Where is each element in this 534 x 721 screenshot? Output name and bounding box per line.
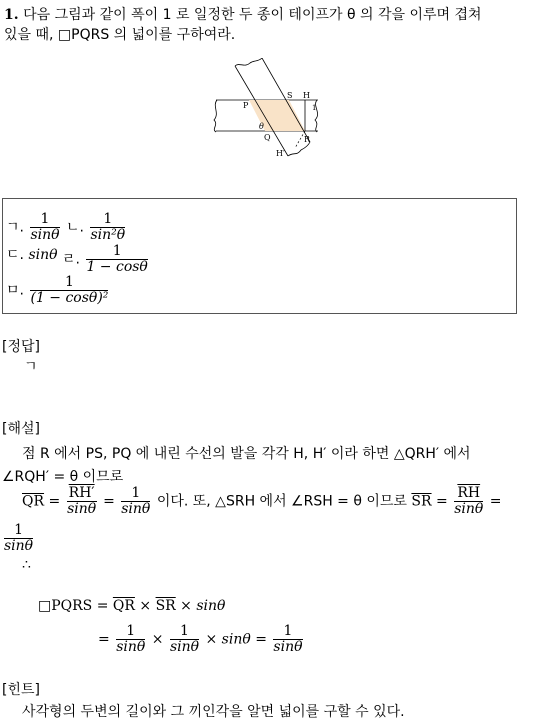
- therefore-symbol: ∴: [22, 557, 31, 573]
- choice-3: ㄷ. sinθ: [6, 247, 58, 263]
- label-theta: θ: [259, 122, 264, 131]
- label-r: R: [304, 135, 311, 144]
- tape-left-wavy-edge: [214, 100, 217, 132]
- problem-text-2: 있을 때, □PQRS 의 넓이를 구하여라.: [4, 27, 236, 43]
- choice-5: ㅁ. $\frac{1}{\text{(1 − cosθ)²}}$: [6, 274, 109, 306]
- label-q: Q: [264, 133, 271, 142]
- label-one: 1: [312, 104, 317, 112]
- label-h-prime: H′: [276, 149, 285, 158]
- choice-4: ㄹ. $\frac{1}{1 - \cos\theta}$: [62, 243, 148, 275]
- problem-line-1: [4, 4, 482, 24]
- solution-line-1: 점 R 에서 PS, PQ 에 내린 수선의 발을 각각 H, H′ 이라 하면 △QRH′ 에서: [22, 446, 471, 462]
- choice-1: ㄱ. $\frac{1}{\sin\theta}$: [6, 211, 60, 243]
- problem-text-1: 다음 그림과 같이 폭이 1 로 일정한 두 종이 테이프가 θ 의 각을 이루며 겹쳐: [23, 7, 482, 23]
- problem-number: 1.: [4, 7, 19, 23]
- choice-2: ㄴ. $\frac{1}{\text{sin²θ}}$: [66, 211, 126, 243]
- slanted-tape-bottom-wavy: [288, 142, 310, 156]
- area-formula: □PQRS = $\overline{QR} \times \overline{SR} \times \sin\theta$: [38, 598, 226, 614]
- label-h: H: [303, 91, 310, 100]
- solution-wrap-fraction: $\frac{1}{\sin\theta}$: [4, 522, 34, 554]
- solution-line-2: ∠RQH′ = θ 이므로: [2, 469, 124, 485]
- answer-header: [정답]: [2, 339, 40, 355]
- hint-header: [힌트]: [2, 682, 40, 698]
- answer-value: ㄱ: [24, 359, 38, 375]
- solution-header: [해설]: [2, 421, 40, 437]
- hint-text: 사각형의 두변의 길이와 그 끼인각을 알면 넓이를 구할 수 있다.: [22, 704, 405, 720]
- area-result: = $\frac{1}{\sin\theta}$ × $\frac{1}{\sin\theta}$ × sinθ = $\frac{1}{\sin\theta}$: [98, 623, 303, 655]
- solution-equation-row: $\overline{QR}$ = $\frac{RH'}{\sin\theta}$ = $\frac{1}{\sin\theta}$ 이다. 또, △SRH 에서 ∠RSH = θ 이므로 $\overline{SR}$ = $\frac{\overline{RH}}{\sin\theta}$ =: [22, 485, 502, 517]
- slanted-tape-top-wavy: [235, 58, 262, 66]
- tape-figure: [205, 58, 330, 163]
- label-p: P: [243, 101, 249, 110]
- label-s: S: [287, 91, 293, 100]
